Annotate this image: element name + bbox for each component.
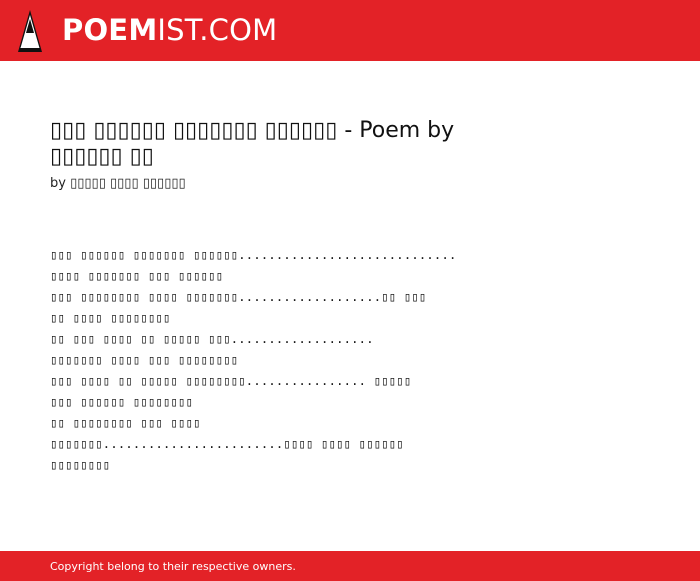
poem-content — [50, 118, 650, 475]
poem-line: ▯▯▯▯▯▯▯ ▯▯▯▯ ▯▯▯ ▯▯▯▯▯▯▯▯ — [50, 352, 239, 367]
poem-title: ▯▯▯ ▯▯▯▯▯▯ ▯▯▯▯▯▯▯ ▯▯▯▯▯▯ - Poem by ▯▯▯▯▯▯ ▯▯ — [50, 118, 455, 169]
poem-line: ▯▯▯▯▯▯▯........................▯▯▯▯ ▯▯▯▯ ▯▯▯▯▯▯ — [50, 436, 404, 451]
poem-line: ▯▯ ▯▯▯▯▯▯▯▯ ▯▯▯ ▯▯▯▯ — [50, 415, 201, 430]
copyright-text: Copyright belong to their respective owners. — [50, 560, 296, 573]
logo-bold-text: POEM — [62, 13, 158, 47]
poem-byline[interactable]: by ▯▯▯▯▯ ▯▯▯▯ ▯▯▯▯▯▯ — [50, 176, 186, 191]
poem-line: ▯▯▯ ▯▯▯▯▯▯ ▯▯▯▯▯▯▯▯ — [50, 394, 193, 409]
logo-light-text: IST.COM — [157, 13, 278, 47]
pencil-tip-icon[interactable] — [17, 9, 43, 53]
site-footer — [0, 551, 700, 581]
site-header — [0, 0, 700, 61]
poem-body — [50, 244, 650, 475]
poem-line: ▯▯ ▯▯▯▯ ▯▯▯▯▯▯▯▯ — [50, 310, 171, 325]
poem-line: ▯▯ ▯▯▯ ▯▯▯▯ ▯▯ ▯▯▯▯▯ ▯▯▯................... — [50, 331, 374, 346]
poem-line: ▯▯▯▯▯▯▯▯ — [50, 457, 111, 472]
poem-line: ▯▯▯ ▯▯▯▯▯▯▯▯ ▯▯▯▯ ▯▯▯▯▯▯▯...................▯▯ ▯▯▯ — [50, 289, 427, 304]
poem-line: ▯▯▯▯ ▯▯▯▯▯▯▯ ▯▯▯ ▯▯▯▯▯▯ — [50, 268, 224, 283]
poem-line: ▯▯▯ ▯▯▯▯ ▯▯ ▯▯▯▯▯ ▯▯▯▯▯▯▯▯................ ▯▯▯▯▯ — [50, 373, 412, 388]
site-logo[interactable] — [62, 13, 277, 47]
poem-line: ▯▯▯ ▯▯▯▯▯▯ ▯▯▯▯▯▯▯ ▯▯▯▯▯▯............................. — [50, 247, 457, 262]
